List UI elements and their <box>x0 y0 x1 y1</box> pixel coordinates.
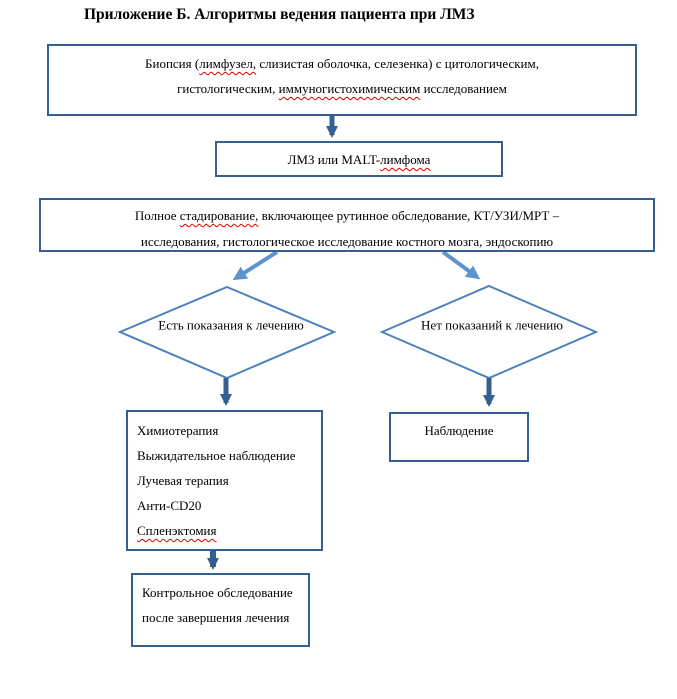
page-title: Приложение Б. Алгоритмы ведения пациента при ЛМЗ <box>84 6 475 23</box>
followup-line-2: после завершения лечения <box>142 610 290 625</box>
treatment-item: Анти-CD20 <box>137 498 202 513</box>
diagnosis-label: ЛМЗ или MALT-лимфома <box>287 152 431 167</box>
treatment-item: Химиотерапия <box>137 423 219 438</box>
decision-no-label: Нет показаний к лечению <box>421 317 563 333</box>
misspelled-word: Спленэктомия <box>137 523 217 538</box>
misspelled-word: лимфома <box>380 152 431 167</box>
biopsy-line-2: гистологическим, иммуногистохимическим исследованием <box>177 81 507 96</box>
observation-box <box>389 412 529 462</box>
followup-line-1: Контрольное обследование <box>142 585 293 600</box>
followup-box <box>131 573 310 647</box>
biopsy-box <box>47 44 637 116</box>
biopsy-line-1: Биопсия (лимфузел, слизистая оболочка, селезенка) с цитологическим, <box>145 56 539 71</box>
diagnosis-box <box>215 141 503 177</box>
treatment-item: Лучевая терапия <box>137 473 229 488</box>
treatment-item: Выжидательное наблюдение <box>137 448 296 463</box>
misspelled-word: иммуногистохимическим <box>278 81 421 96</box>
treatment-item <box>137 518 317 543</box>
decision-yes-diamond <box>120 287 334 378</box>
decision-yes-label: Есть показания к лечению <box>158 317 304 333</box>
misspelled-word: лимфузел, <box>199 56 257 71</box>
staging-line-2: исследования, гистологическое исследование костного мозга, эндоскопию <box>140 234 554 249</box>
treatment-box <box>126 410 323 551</box>
arrow-staging-to-no <box>443 252 477 277</box>
staging-line-1: Полное стадирование, включающее рутинное обследование, КТ/УЗИ/МРТ – <box>134 208 560 223</box>
misspelled-word: стадирование, <box>179 208 259 223</box>
observation-label: Наблюдение <box>424 423 494 438</box>
arrow-staging-to-yes <box>236 252 277 278</box>
staging-box <box>39 198 655 252</box>
